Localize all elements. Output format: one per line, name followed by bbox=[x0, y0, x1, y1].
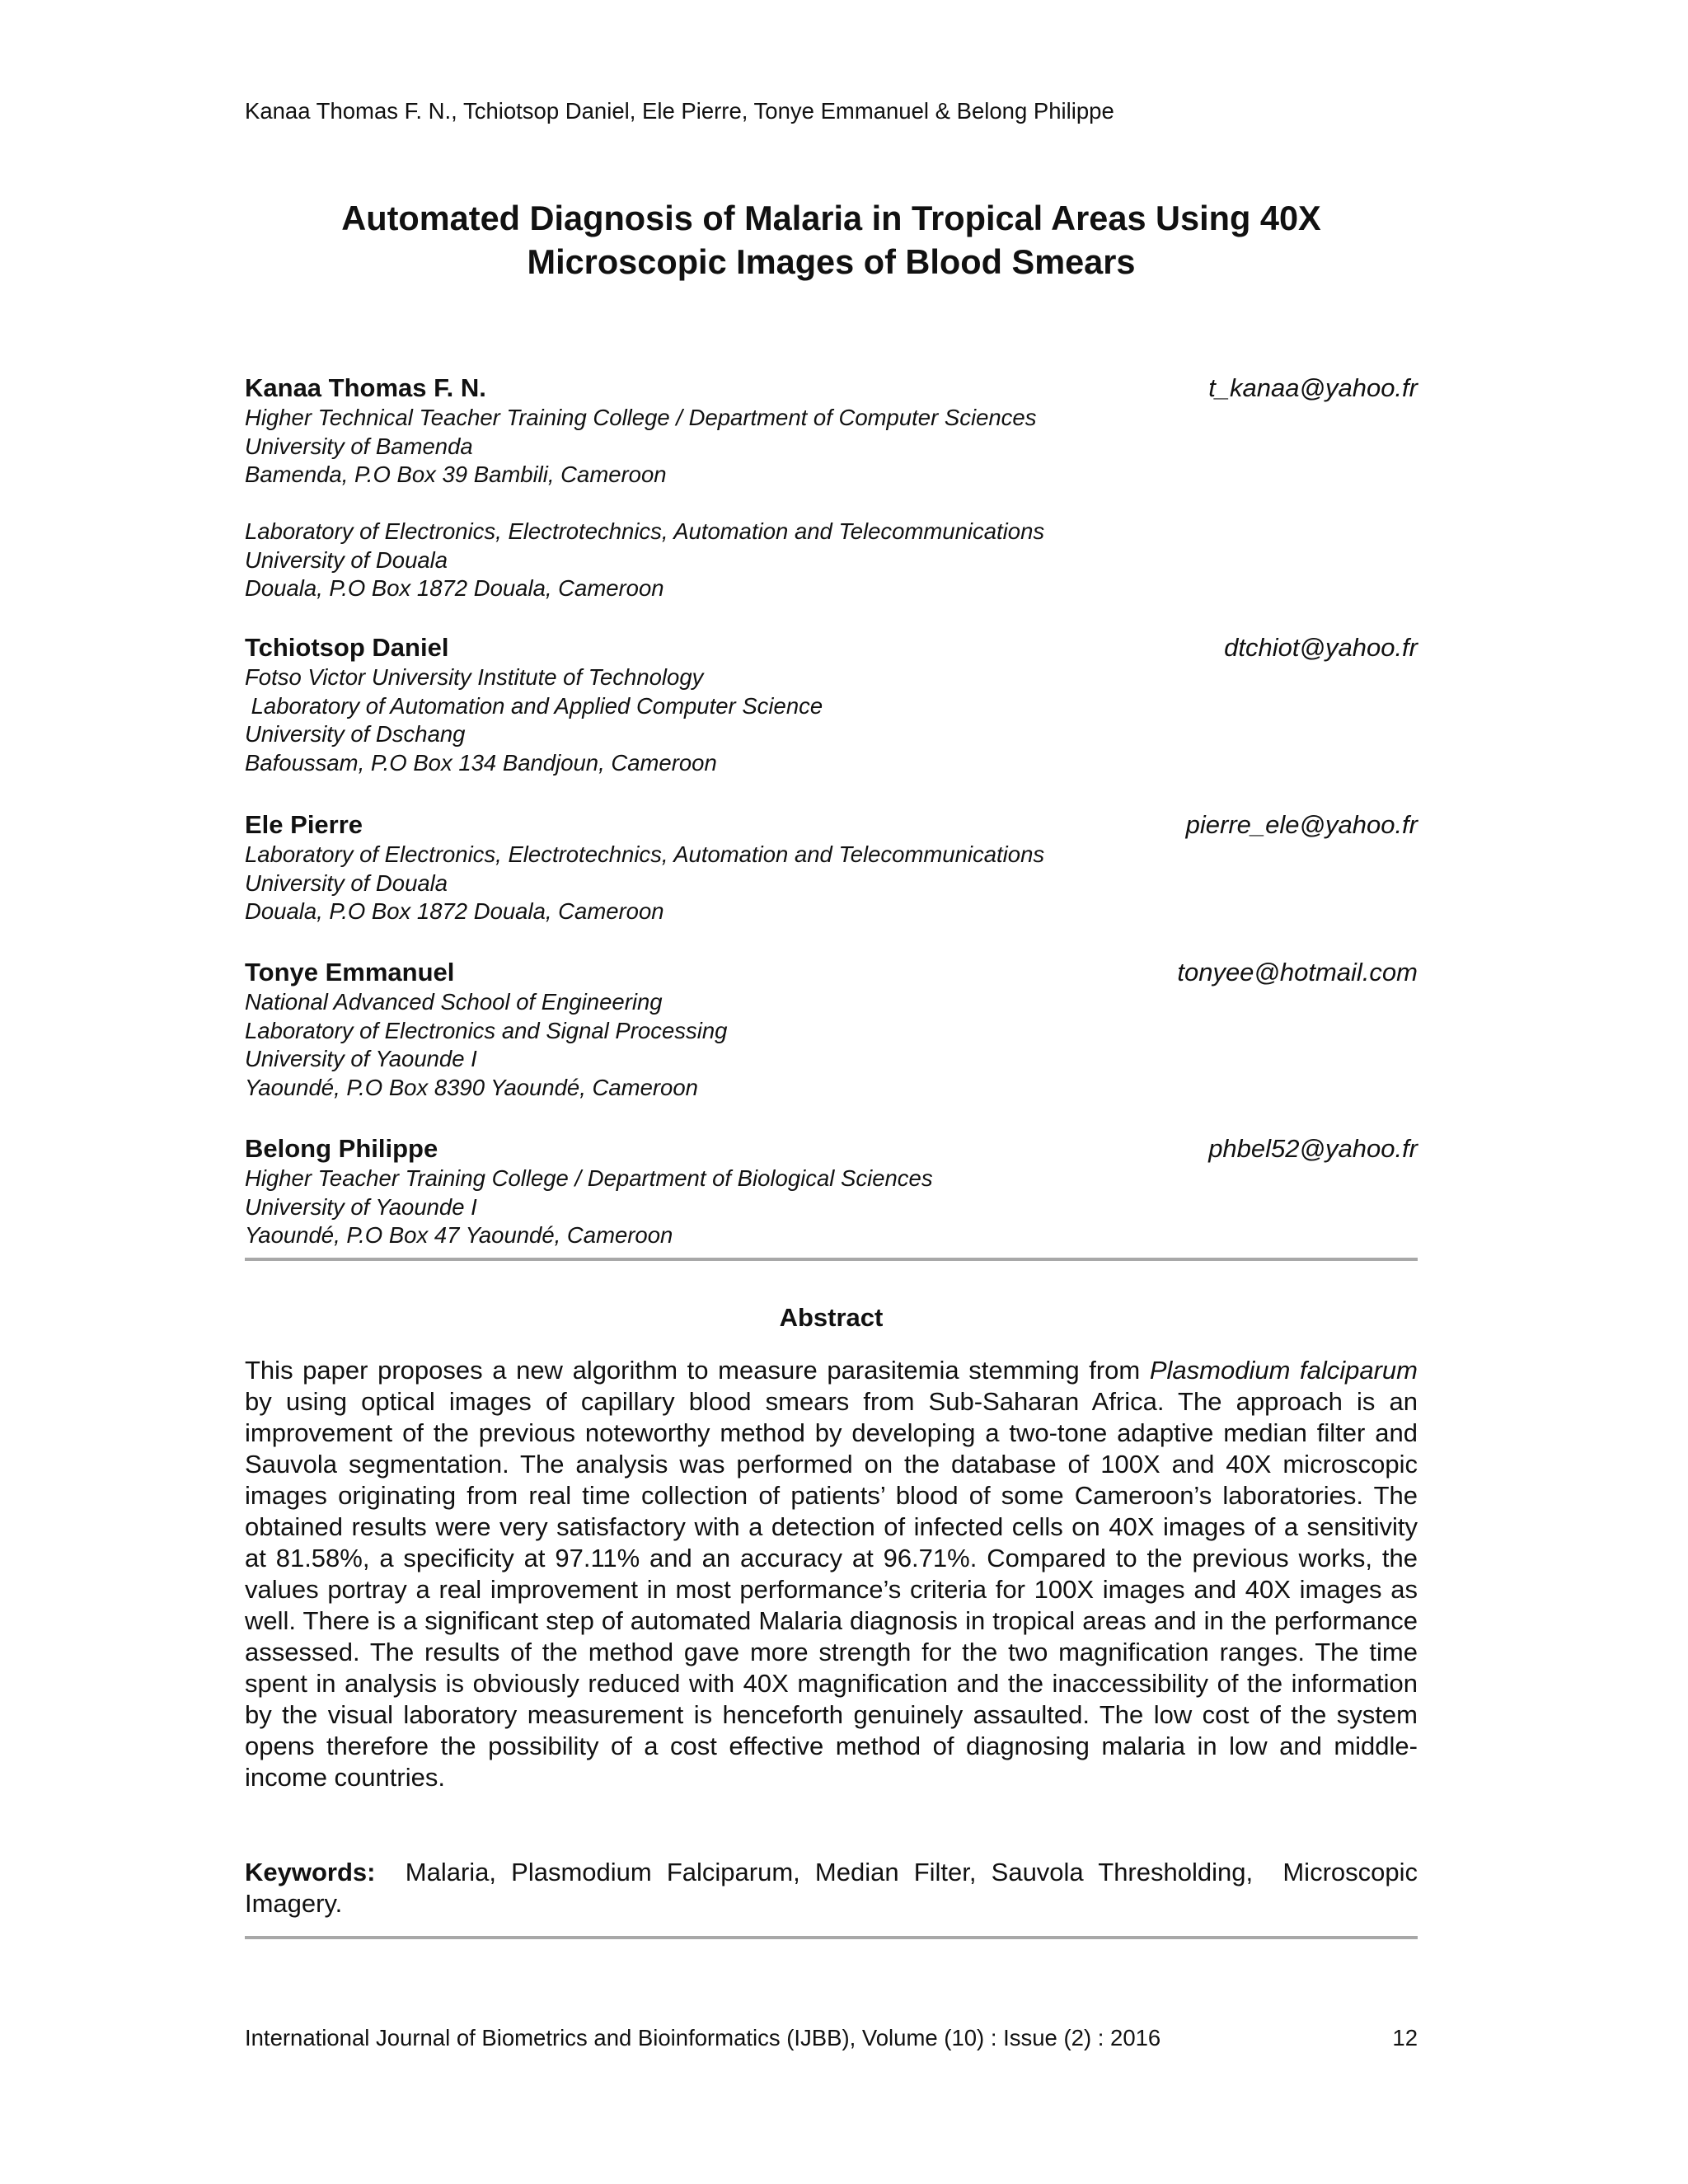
affiliation-line: Higher Technical Teacher Training College / Department of Computer Sciences bbox=[245, 405, 1037, 430]
abstract-heading: Abstract bbox=[779, 1303, 884, 1332]
author-block-belong bbox=[245, 1133, 1418, 1250]
footer-journal: International Journal of Biometrics and Bioinformatics (IJBB), Volume (10) : Issue (2) : 2016 bbox=[245, 2025, 1161, 2050]
author-name: Tonye Emmanuel bbox=[245, 958, 455, 987]
author-block-tchiotsop bbox=[245, 632, 1418, 777]
author-email[interactable]: tonyee@hotmail.com bbox=[1177, 958, 1418, 987]
title-line-1: Automated Diagnosis of Malaria in Tropical Areas Using 40X bbox=[341, 199, 1321, 237]
affiliation-line: Douala, P.O Box 1872 Douala, Cameroon bbox=[245, 898, 664, 924]
paper-title bbox=[245, 196, 1418, 284]
abstract-text: by using optical images of capillary blood smears from Sub-Saharan Africa. The approach is an improvement of the previous noteworthy method by developing a two-tone adaptive median filter and Sauvola segmentation. The analysis was performed on the database of 100X and 40X microscopic images originating from real time collection of patients’ blood of some Cameroon’s laboratories. The obtained results were very satisfactory with a detection of infected cells on 40X images of a sensitivity at 81.58%, a specificity at 97.11% and an accuracy at 96.71%. Compared to the previous works, the values portray a real improvement in most performance’s criteria for 100X images and 40X images as well. There is a significant step of automated Malaria diagnosis in tropical areas and in the performance assessed. The results of the method gave more strength for the two magnification ranges. The time spent in analysis is obviously reduced with 40X magnification and the inaccessibility of the information by the visual laboratory measurement is henceforth genuinely assaulted. The low cost of the system opens therefore the possibility of a cost effective method of diagnosing malaria in low and middle-income countries. bbox=[245, 1387, 1418, 1792]
affiliation-line: University of Yaounde I bbox=[245, 1193, 477, 1220]
affiliation-line: Bafoussam, P.O Box 134 Bandjoun, Cameroon bbox=[245, 749, 717, 776]
author-email[interactable]: dtchiot@yahoo.fr bbox=[1224, 633, 1418, 662]
affiliation-line: University of Dschang bbox=[245, 721, 466, 747]
affiliation-line: University of Bamenda bbox=[245, 433, 473, 459]
page-footer bbox=[245, 2024, 1418, 2052]
divider-rule bbox=[245, 1258, 1418, 1261]
divider-rule bbox=[245, 1936, 1418, 1939]
affiliation-line: Yaoundé, P.O Box 47 Yaoundé, Cameroon bbox=[245, 1222, 673, 1248]
abstract-text: This paper proposes a new algorithm to measure parasitemia stemming from bbox=[245, 1356, 1150, 1385]
author-email[interactable]: phbel52@yahoo.fr bbox=[1208, 1134, 1418, 1163]
affiliation-line: Douala, P.O Box 1872 Douala, Cameroon bbox=[245, 575, 664, 601]
author-block-tonye bbox=[245, 957, 1418, 1102]
affiliation-line: Laboratory of Electronics and Signal Processing bbox=[245, 1017, 728, 1043]
keywords-list: Malaria, Plasmodium Falciparum, Median Filter, Sauvola Thresholding, Microscopic Imagery. bbox=[245, 1858, 1425, 1918]
author-name: Tchiotsop Daniel bbox=[245, 633, 449, 662]
affiliation-line: University of Douala bbox=[245, 546, 448, 573]
keywords bbox=[245, 1857, 1425, 1919]
author-email[interactable]: t_kanaa@yahoo.fr bbox=[1208, 373, 1418, 402]
author-block-kanaa bbox=[245, 373, 1418, 603]
author-email[interactable]: pierre_ele@yahoo.fr bbox=[1185, 810, 1418, 839]
affiliation-line: Laboratory of Automation and Applied Computer Science bbox=[245, 692, 823, 719]
title-line-2: Microscopic Images of Blood Smears bbox=[527, 242, 1136, 281]
abstract-italic-term: Plasmodium falciparum bbox=[1149, 1356, 1418, 1385]
affiliation-line: Fotso Victor University Institute of Technology bbox=[245, 664, 704, 690]
affiliation-line: Yaoundé, P.O Box 8390 Yaoundé, Cameroon bbox=[245, 1074, 698, 1100]
page-number: 12 bbox=[1392, 2025, 1418, 2050]
abstract-body bbox=[245, 1355, 1418, 1793]
affiliation-line: National Advanced School of Engineering bbox=[245, 989, 663, 1015]
affiliation-line: Laboratory of Electronics, Electrotechnics, Automation and Telecommunications bbox=[245, 841, 1045, 867]
affiliation-line: University of Douala bbox=[245, 869, 448, 896]
affiliation-line: Laboratory of Electronics, Electrotechnics, Automation and Telecommunications bbox=[245, 518, 1045, 544]
keywords-label: Keywords: bbox=[245, 1858, 376, 1886]
author-name: Ele Pierre bbox=[245, 810, 363, 839]
author-name: Belong Philippe bbox=[245, 1134, 438, 1163]
affiliation-line: Bamenda, P.O Box 39 Bambili, Cameroon bbox=[245, 462, 667, 487]
affiliation-line: Higher Teacher Training College / Department of Biological Sciences bbox=[245, 1165, 933, 1191]
affiliation-line: University of Yaounde I bbox=[245, 1046, 477, 1071]
author-name: Kanaa Thomas F. N. bbox=[245, 373, 486, 402]
running-header: Kanaa Thomas F. N., Tchiotsop Daniel, Ele Pierre, Tonye Emmanuel & Belong Philippe bbox=[245, 98, 1114, 124]
author-block-ele bbox=[245, 809, 1418, 926]
